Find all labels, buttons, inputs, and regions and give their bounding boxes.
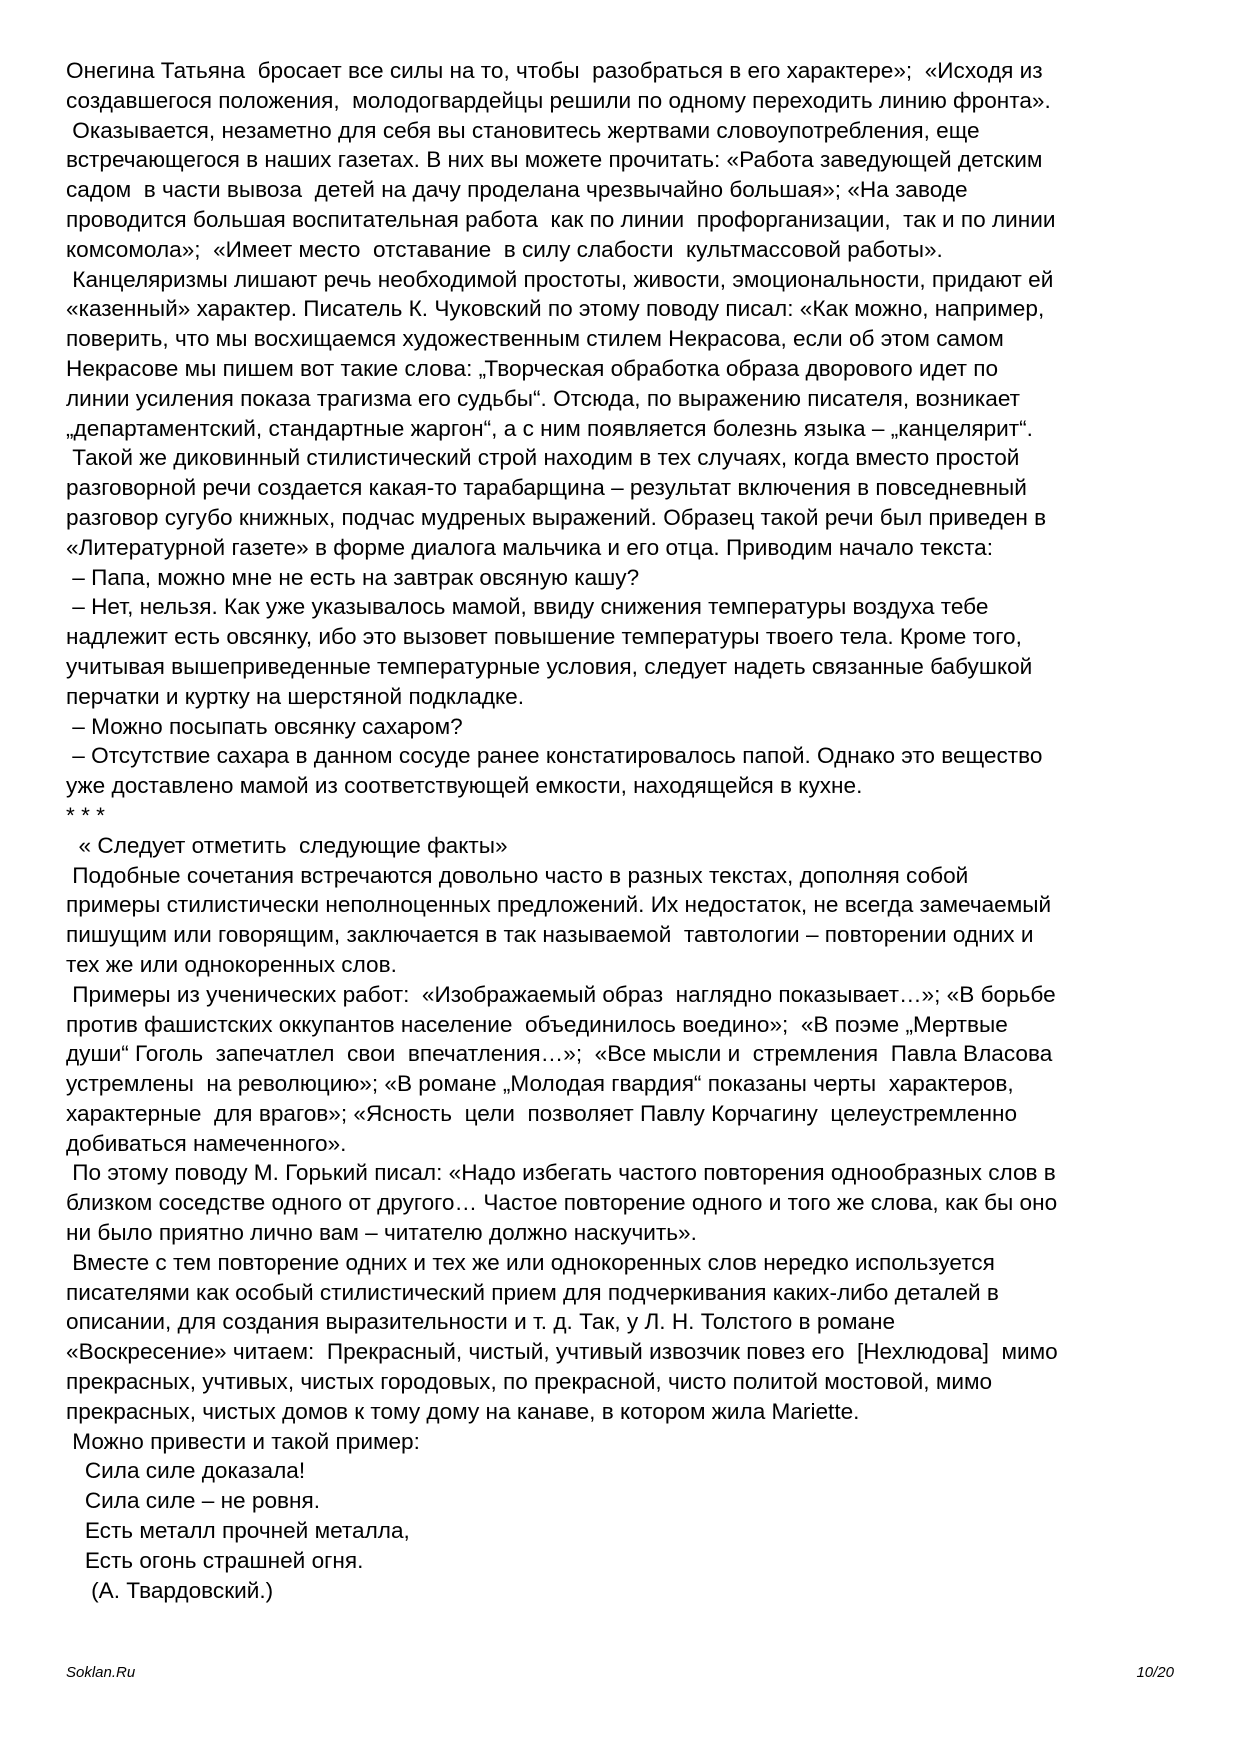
- text-line: создавшегося положения, молодогвардейцы решили по одному переходить линию фронта».: [66, 87, 1051, 113]
- text-line: перчатки и куртку на шерстяной подкладке.: [66, 683, 524, 709]
- text-line: уже доставлено мамой из соответствующей емкости, находящейся в кухне.: [66, 773, 863, 799]
- text-line: – Нет, нельзя. Как уже указывалось мамой, ввиду снижения температуры воздуха тебе: [66, 594, 989, 620]
- text-line: Некрасове мы пишем вот такие слова: „Творческая обработка образа дворового идет по: [66, 355, 999, 381]
- text-line: Канцеляризмы лишают речь необходимой простоты, живости, эмоциональности, придают ей: [66, 266, 1054, 292]
- text-line: По этому поводу М. Горький писал: «Надо избегать частого повторения однообразных слов в: [66, 1160, 1056, 1186]
- text-line: Такой же диковинный стилистический строй находим в тех случаях, когда вместо простой: [66, 445, 1020, 471]
- text-line: примеры стилистически неполноценных предложений. Их недостаток, не всегда замечаемый: [66, 892, 1052, 918]
- text-line: Подобные сочетания встречаются довольно часто в разных текстах, дополняя собой: [66, 862, 969, 888]
- text-line: – Отсутствие сахара в данном сосуде ранее констатировалось папой. Однако это вещество: [66, 743, 1043, 769]
- text-line: встречающегося в наших газетах. В них вы можете прочитать: «Работа заведующей детским: [66, 147, 1043, 173]
- text-line: устремлены на революцию»; «В романе „Молодая гвардия“ показаны черты характеров,: [66, 1071, 1014, 1097]
- text-line: разговорной речи создается какая-то тарабарщина – результат включения в повседневный: [66, 475, 1027, 501]
- text-line: близком соседстве одного от другого… Частое повторение одного и того же слова, как бы оно: [66, 1190, 1058, 1216]
- text-line: ни было приятно лично вам – читателю должно наскучить».: [66, 1220, 697, 1246]
- text-line: «казенный» характер. Писатель К. Чуковский по этому поводу писал: «Как можно, например,: [66, 296, 1045, 322]
- text-line: „департаментский, стандартные жаргон“, а с ним появляется болезнь языка – „канцелярит“.: [66, 415, 1033, 441]
- text-line: линии усиления показа трагизма его судьбы“. Отсюда, по выражению писателя, возникает: [66, 385, 1020, 411]
- text-line: (А. Твардовский.): [66, 1577, 274, 1603]
- text-line: «Воскресение» читаем: Прекрасный, чистый, учтивый извозчик повез его [Нехлюдова] мимо: [66, 1339, 1058, 1365]
- text-line: Сила силе – не ровня.: [66, 1488, 321, 1514]
- text-line: Можно привести и такой пример:: [66, 1428, 420, 1454]
- text-line: садом в части вывоза детей на дачу проделана чрезвычайно большая»; «На заводе: [66, 177, 968, 203]
- text-line: Оказывается, незаметно для себя вы становитесь жертвами словоупотребления, еще: [66, 117, 980, 143]
- text-line: комсомола»; «Имеет место отставание в силу слабости культмассовой работы».: [66, 236, 943, 262]
- text-line: Вместе с тем повторение одних и тех же или однокоренных слов нередко используется: [66, 1249, 995, 1275]
- text-line: проводится большая воспитательная работа как по линии профорганизации, так и по линии: [66, 206, 1056, 232]
- text-line: поверить, что мы восхищаемся художественным стилем Некрасова, если об этом самом: [66, 326, 1004, 352]
- text-line: Есть огонь страшней огня.: [66, 1547, 364, 1573]
- document-body: [66, 56, 1191, 1605]
- footer-site: Soklan.Ru: [66, 1664, 136, 1681]
- text-line: разговор сугубо книжных, подчас мудреных выражений. Образец такой речи был приведен в: [66, 504, 1047, 530]
- text-line: – Папа, можно мне не есть на завтрак овсяную кашу?: [66, 564, 640, 590]
- text-line: прекрасных, учтивых, чистых городовых, по прекрасной, чисто политой мостовой, мимо: [66, 1369, 993, 1395]
- text-line: надлежит есть овсянку, ибо это вызовет повышение температуры твоего тела. Кроме того,: [66, 624, 1022, 650]
- text-line: характерные для врагов»; «Ясность цели позволяет Павлу Корчагину целеустремленно: [66, 1100, 1018, 1126]
- text-line: Примеры из ученических работ: «Изображаемый образ наглядно показывает…»; «В борьбе: [66, 981, 1056, 1007]
- text-line: – Можно посыпать овсянку сахаром?: [66, 713, 463, 739]
- text-line: « Следует отметить следующие факты»: [66, 832, 508, 858]
- text-line: Сила силе доказала!: [66, 1458, 306, 1484]
- text-line: против фашистских оккупантов население объединилось воедино»; «В поэме „Мертвые: [66, 1011, 1008, 1037]
- text-line: описании, для создания выразительности и т. д. Так, у Л. Н. Толстого в романе: [66, 1309, 896, 1335]
- text-line: учитывая вышеприведенные температурные условия, следует надеть связанные бабушкой: [66, 653, 1033, 679]
- text-line: Онегина Татьяна бросает все силы на то, чтобы разобраться в его характере»; «Исходя из: [66, 58, 1043, 83]
- text-line: пишущим или говорящим, заключается в так называемой тавтологии – повторении одних и: [66, 922, 1034, 948]
- footer-page-number: 10/20: [1136, 1664, 1174, 1681]
- text-line: добиваться намеченного».: [66, 1130, 347, 1156]
- text-line: писателями как особый стилистический прием для подчеркивания каких-либо деталей в: [66, 1279, 999, 1305]
- text-line: «Литературной газете» в форме диалога мальчика и его отца. Приводим начало текста:: [66, 534, 994, 560]
- text-line: тех же или однокоренных слов.: [66, 951, 397, 977]
- text-line: прекрасных, чистых домов к тому дому на канаве, в котором жила Mariette.: [66, 1398, 860, 1424]
- text-line: * * *: [66, 802, 105, 828]
- text-line: Есть металл прочней металла,: [66, 1518, 410, 1544]
- text-line: души“ Гоголь запечатлел свои впечатления…»; «Все мысли и стремления Павла Власова: [66, 1041, 1053, 1067]
